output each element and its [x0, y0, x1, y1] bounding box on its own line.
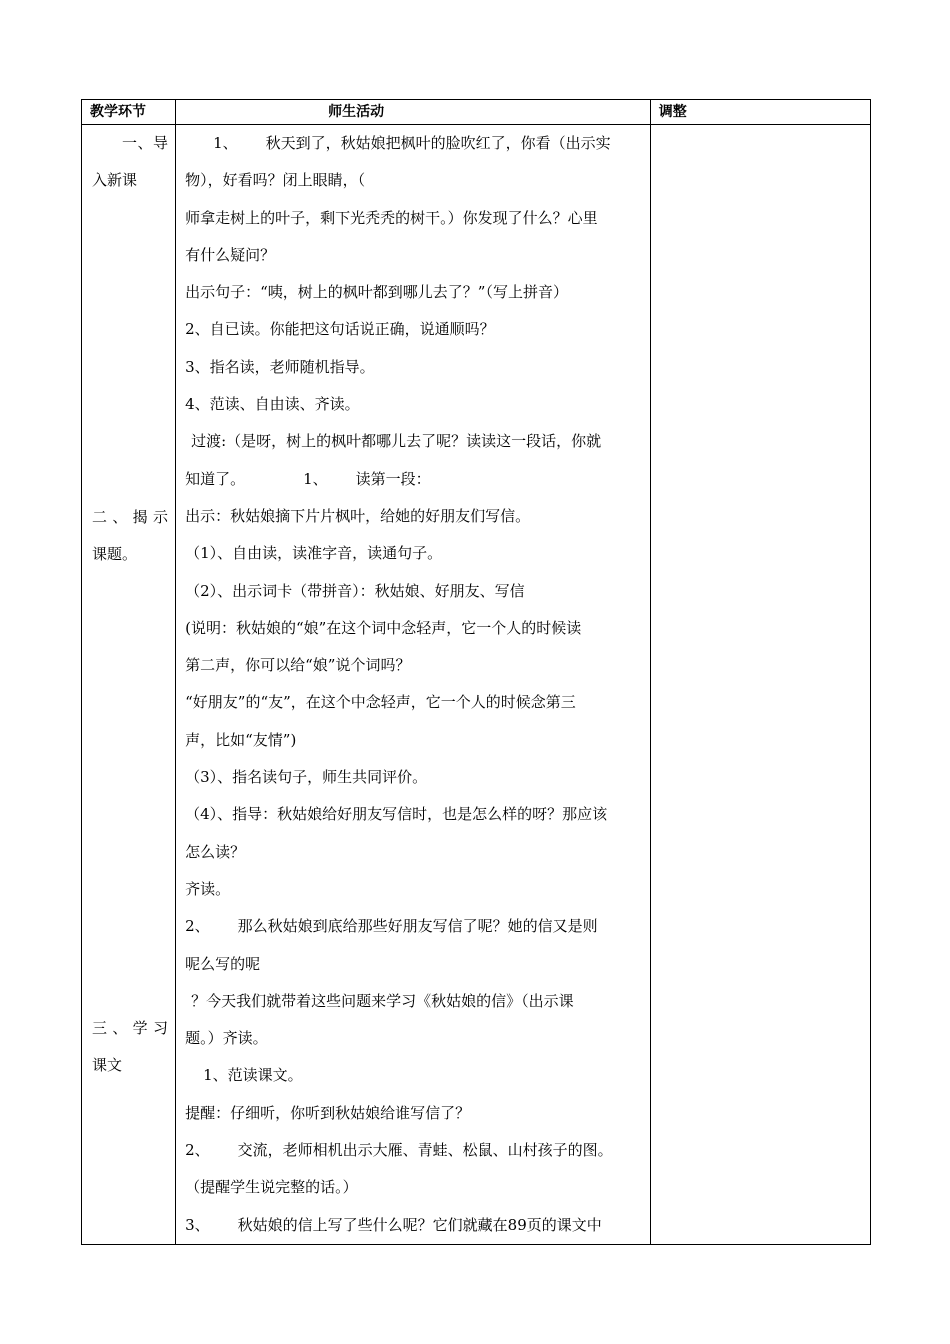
stage-intro-line-1: 一、导: [122, 134, 168, 152]
adjust-cell: [650, 125, 870, 1245]
lesson-plan-table: [81, 99, 871, 1245]
text-line: 3、指名读，老师随机指导。: [185, 357, 375, 376]
text-line: “好朋友”的“友”，在这个中念轻声，它一个人的时候念第三: [185, 693, 576, 712]
text-line: 1、 秋天到了，秋姑娘把枫叶的脸吹红了，你看（出示实: [213, 134, 611, 152]
stage-study-line-2: 课文: [92, 1056, 123, 1074]
text-line: （2）、出示词卡（带拼音）：秋姑娘、好朋友、写信: [185, 581, 525, 600]
text-line: 第二声，你可以给“娘”说个词吗？: [185, 656, 411, 675]
text-line: 声，比如“友情”): [185, 730, 297, 749]
text-line: 过渡:（是呀，树上的枫叶都哪儿去了呢？读读这一段话，你就: [191, 432, 602, 451]
text-line: (说明：秋姑娘的“娘”在这个词中念轻声，它一个人的时候读: [185, 618, 582, 637]
header-stage: 教学环节: [82, 100, 176, 125]
text-line: 出示句子：“咦，树上的枫叶都到哪儿去了？”（写上拼音）: [185, 283, 568, 302]
stage-topic: [92, 499, 168, 573]
text-line: 题。）齐读。: [185, 1029, 268, 1048]
text-line: 怎么读？: [185, 842, 246, 861]
text-line: （3）、指名读句子，师生共同评价。: [185, 768, 428, 787]
stage-topic-line-2: 课题。: [92, 545, 138, 563]
text-line: 呢么写的呢: [185, 954, 261, 973]
stage-intro-line-2: 入新课: [92, 171, 138, 189]
text-line: 3、 秋姑娘的信上写了些什么呢？它们就藏在89页的课文中: [185, 1215, 602, 1234]
text-line: 齐读。: [185, 879, 231, 898]
text-line: 2、 交流，老师相机出示大雁、青蛙、松鼠、山村孩子的图。: [185, 1141, 613, 1160]
text-line: 师拿走树上的叶子，剩下光秃秃的树干。）你发现了什么？心里: [185, 208, 598, 227]
activity-cell: [176, 125, 651, 1245]
text-line: 知道了。 1、 读第一段：: [185, 469, 431, 488]
header-adjust: 调整: [650, 100, 870, 125]
text-line: 物），好看吗？闭上眼睛，（: [185, 171, 366, 190]
text-line: ？今天我们就带着这些问题来学习《秋姑娘的信》（出示课: [191, 991, 574, 1010]
text-line: 出示：秋姑娘摘下片片枫叶，给她的好朋友们写信。: [185, 506, 531, 525]
table-body-row: [82, 125, 871, 1245]
stage-intro: [92, 125, 168, 199]
stage-study: [92, 1010, 168, 1084]
text-line: （4）、指导：秋姑娘给好朋友写信时，也是怎么样的呀？那应该: [185, 805, 608, 824]
text-line: 1、范读课文。: [203, 1066, 303, 1085]
text-line: 4、范读、自由读、齐读。: [185, 395, 360, 414]
stage-topic-line-1: 二、揭示: [92, 508, 168, 526]
text-line: 2、 那么秋姑娘到底给那些好朋友写信了呢？她的信又是则: [185, 917, 598, 936]
text-line: （提醒学生说完整的话。）: [185, 1178, 358, 1197]
stage-column-cell: [82, 125, 176, 1245]
text-line: 提醒：仔细听，你听到秋姑娘给谁写信了？: [185, 1103, 471, 1122]
table-header-row: [82, 100, 871, 125]
text-line: 2、自已读。你能把这句话说正确，说通顺吗？: [185, 320, 495, 339]
stage-study-line-1: 三、学习: [92, 1019, 168, 1037]
text-line: 有什么疑问？: [185, 245, 276, 264]
text-line: （1）、自由读，读准字音，读通句子。: [185, 544, 443, 563]
header-activity: 师生活动: [176, 100, 651, 125]
activity-content: [176, 125, 650, 1244]
